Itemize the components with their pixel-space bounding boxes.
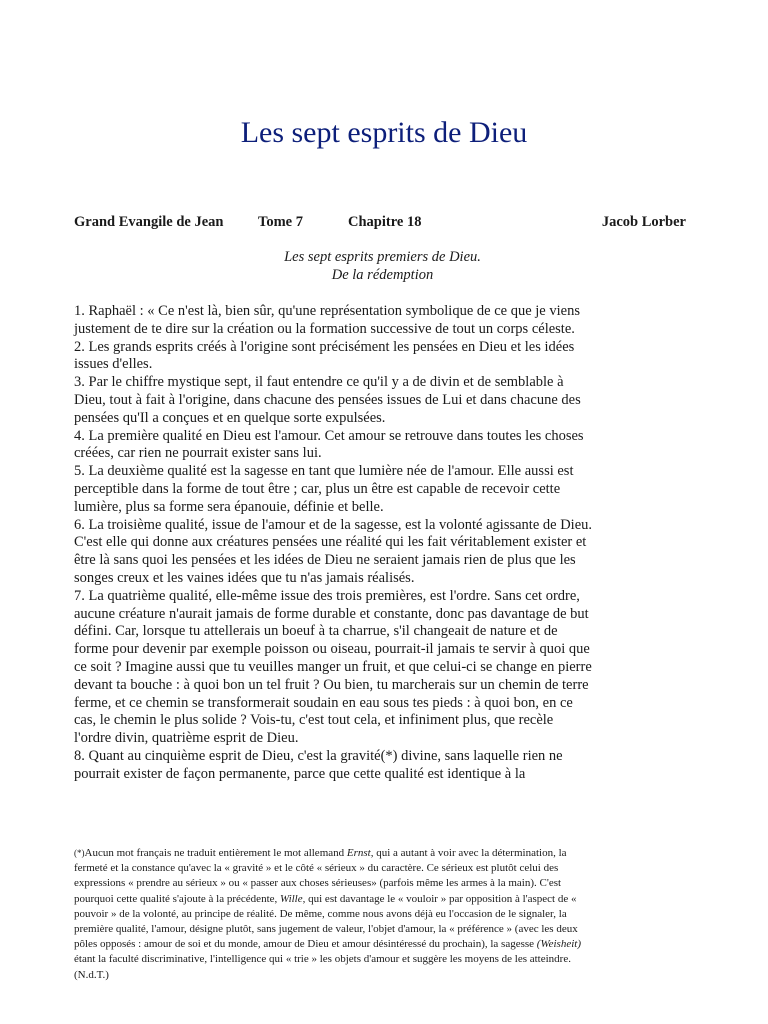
chapter-subtitle: [74, 249, 691, 284]
footnote-mark: (*): [74, 848, 85, 858]
paragraph-3: 3. Par le chiffre mystique sept, il faut entendre ce qu'il y a de divin et de semblable à Dieu, tout à fait à l'origine, dans chacune des pensées issues de Lui et dans chacune des pensées qu'Il a conçues et en quelque sorte expulsées.: [74, 374, 581, 426]
footnote-term-weisheit: (Weisheit): [536, 938, 581, 951]
footnote-part-4: étant la faculté discriminative, l'intelligence qui « trie » les objets d'amour et suggère les moyens de les atteindre. (N.d.T.): [74, 953, 571, 981]
footnote-part-2: qui a autant à voir avec la détermination, la fermeté et la constance qu'avec la « gravité » et le côté « sérieux » du caractère. Ce sérieux est plutôt celui des expressions « prendre au sérieux » ou « passer aux choses sérieuses» (parfois même les armes à la main). C'est pourquoi cette qualité s'ajoute à la précédente,: [74, 847, 567, 905]
paragraph-2: 2. Les grands esprits créés à l'origine sont précisément les pensées en Dieu et les idées issues d'elles.: [74, 338, 575, 373]
paragraph-1: 1. Raphaël : « Ce n'est là, bien sûr, qu'une représentation symbolique de ce que je viens justement de te dire sur la création ou la formation successive de tout un corps céleste.: [74, 303, 580, 337]
subtitle-line-1: Les sept esprits premiers de Dieu.: [284, 249, 481, 265]
paragraph-5: 5. La deuxième qualité est la sagesse en tant que lumière née de l'amour. Elle aussi est perceptible dans la forme de tout être ; car, plus un être est capable de recevoir cette lumière, plus sa forme sera épanouie, définie et belle.: [74, 463, 574, 515]
footnote-term-ernst: Ernst,: [346, 847, 374, 859]
document-title: Les sept esprits de Dieu: [240, 116, 528, 149]
footnote: [74, 846, 586, 983]
footnote-part-3: qui est davantage le « vouloir » par opposition à l'aspect de « pouvoir » de la volonté, au principe de réalité. De même, comme nous avons déjà eu l'occasion de le signaler, la première qualité, l'amour, désigne plutôt, sans jugement de valeur, l'objet d'amour, la « préférence » (avec les deux pôles opposés : amour de soi et du monde, amour de Dieu et amour désintéressé du prochain), la sagesse: [74, 892, 578, 951]
paragraph-7: 7. La quatrième qualité, elle-même issue des trois premières, est l'ordre. Sans cet ordre, aucune créature n'aurait jamais de forme durable et constante, donc pas davantage de but défini. Car, lorsque tu attellerais un boeuf à ta charrue, s'il changeait de nature et de forme pour devenir par exemple poisson ou oiseau, pourrait-il jamais te servir à quoi que ce soit ? Imagine aussi que tu veuilles manger un fruit, et que celui-ci se change en pierre devant ta bouche : à quoi bon un tel fruit ? Ou bien, tu marcherais sur un chemin de terre ferme, et ce chemin se transformerait soudain en eau sous tes pieds : à quoi bon, en ce cas, le chemin le plus solide ? Vois-tu, c'est tout cela, et infiniment plus, que recèle l'ordre divin, quatrième esprit de Dieu.: [74, 587, 592, 747]
document-header: [74, 212, 688, 232]
subtitle-line-2: De la rédemption: [331, 266, 434, 283]
paragraph-6: 6. La troisième qualité, issue de l'amour et de la sagesse, est la volonté agissante de Dieu. C'est elle qui donne aux créatures pensées une réalité qui les fait véritablement exister et être là sans quoi les pensées et les idées de Dieu ne seraient jamais rien de plus que les songes creux et les vaines idées que tu n'as jamais réalisés.: [74, 516, 593, 586]
footnote-term-wille: Wille,: [280, 892, 306, 905]
paragraph-4: 4. La première qualité en Dieu est l'amour. Cet amour se retrouve dans toutes les choses créées, car rien ne pourrait exister sans lui.: [74, 427, 584, 462]
footnote-text: [74, 846, 586, 983]
header-chapter: Chapitre 18: [348, 214, 422, 230]
body-text: [74, 303, 594, 784]
footnote-part-1: Aucun mot français ne traduit entièrement le mot allemand: [84, 847, 347, 859]
header-book: Grand Evangile de Jean: [74, 214, 224, 230]
header-author: Jacob Lorber: [601, 214, 686, 230]
header-tome: Tome 7: [258, 214, 303, 230]
paragraph-8: 8. Quant au cinquième esprit de Dieu, c'est la gravité(*) divine, sans laquelle rien ne pourrait exister de façon permanente, parce que cette qualité est identique à la: [74, 747, 563, 782]
